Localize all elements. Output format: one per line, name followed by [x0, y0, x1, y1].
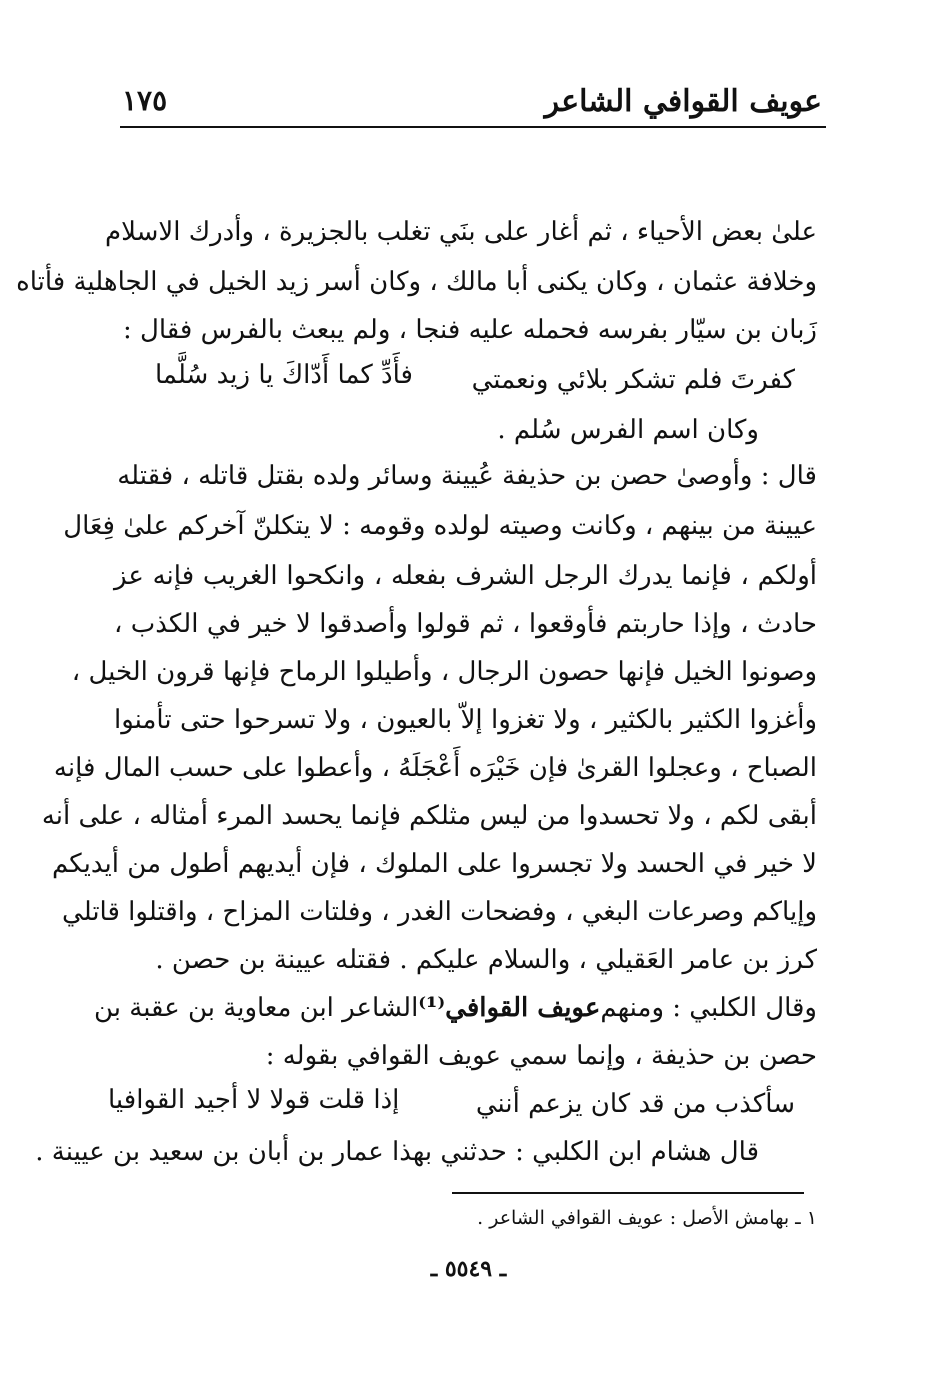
- text-line: علىٰ بعض الأحياء ، ثم أغار على بنَي تغلب بالجزيرة ، وأدرك الاسلام: [104, 217, 817, 247]
- footnote: ١ ـ بهامش الأصل : عويف القوافي الشاعر .: [477, 1207, 817, 1229]
- bottom-page-number: ـ ٥٥٤٩ ـ: [430, 1256, 507, 1282]
- text-line: الصباح ، وعجلوا القرىٰ فإن خَيْرَه أَعْجَلَهُ ، وأعطوا على حسب المال فإنه: [53, 753, 817, 783]
- text-line: وكان اسم الفرس سُلم .: [497, 415, 759, 445]
- text-line: وخلافة عثمان ، وكان يكنى أبا مالك ، وكان أسر زيد الخيل في الجاهلية فأتاه: [16, 267, 817, 297]
- text-line: كرز بن عامر العَقيلي ، والسلام عليكم . فقتله عيينة بن حصن .: [155, 945, 817, 975]
- text-line: عيينة من بينهم ، وكانت وصيته لولده وقومه : لا يتكلنّ آخركم علىٰ فِعَال: [63, 511, 817, 541]
- text-line: لا خير في الحسد ولا تجسروا على الملوك ، فإن أيديهم أطول من أيديكم: [52, 849, 817, 879]
- text-line: أبقى لكم ، ولا تحسدوا من ليس مثلكم فإنما يحسد المرء أمثاله ، على أنه: [41, 801, 817, 831]
- verse-second-hemistich: فأَدِّ كما أَدّاكَ يا زيد سُلَّما: [155, 360, 413, 390]
- text-line: وأغزوا الكثير بالكثير ، ولا تغزوا إلاّ بالعيون ، ولا تسرحوا حتى تأمنوا: [114, 705, 817, 735]
- text-line: زَبان بن سيّار بفرسه فحمله عليه فنجا ، ولم يبعث بالفرس فقال :: [122, 315, 817, 345]
- verse-first-hemistich: كفرتَ فلم تشكر بلائي ونعمتي: [471, 365, 795, 395]
- verse-first-hemistich: سأكذب من قد كان يزعم أنني: [475, 1089, 795, 1119]
- page-header: [120, 78, 826, 128]
- text-line: قال : وأوصىٰ حصن بن حذيفة عُيينة وسائر ولده بقتل قاتله ، فقتله: [117, 461, 817, 491]
- text-line: وصونوا الخيل فإنها حصون الرجال ، وأطيلوا الرماح فإنها قرون الخيل ،: [71, 657, 817, 687]
- text-line: حصن بن حذيفة ، وإنما سمي عويف القوافي بقوله :: [265, 1041, 817, 1071]
- text-line: وإياكم وصرعات البغي ، وفضحات الغدر ، وفلتات المزاح ، واقتلوا قاتلي: [62, 897, 817, 927]
- running-title: عويف القوافي الشاعر: [544, 84, 822, 119]
- text-line: [93, 988, 817, 1028]
- text-line: حادث ، وإذا حاربتم فأوقعوا ، ثم قولوا وأصدقوا لا خير في الكذب ،: [114, 609, 817, 639]
- text-line: قال هشام ابن الكلبي : حدثني بهذا عمار بن أبان بن سعيد بن عيينة .: [35, 1137, 759, 1167]
- text-segment: وقال الكلبي : ومنهم: [600, 993, 817, 1023]
- text-line: أولكم ، فإنما يدرك الرجل الشرف بفعله ، وانكحوا الغريب فإنه عز: [114, 561, 817, 591]
- page-number: ١٧٥: [122, 84, 168, 117]
- poet-name: عويف القوافي⁽¹⁾: [418, 993, 601, 1023]
- text-segment: الشاعر ابن معاوية بن عقبة بن: [93, 993, 419, 1023]
- footnote-separator: [452, 1192, 804, 1194]
- verse-second-hemistich: إذا قلت قولا لا أجيد القوافيا: [108, 1085, 400, 1115]
